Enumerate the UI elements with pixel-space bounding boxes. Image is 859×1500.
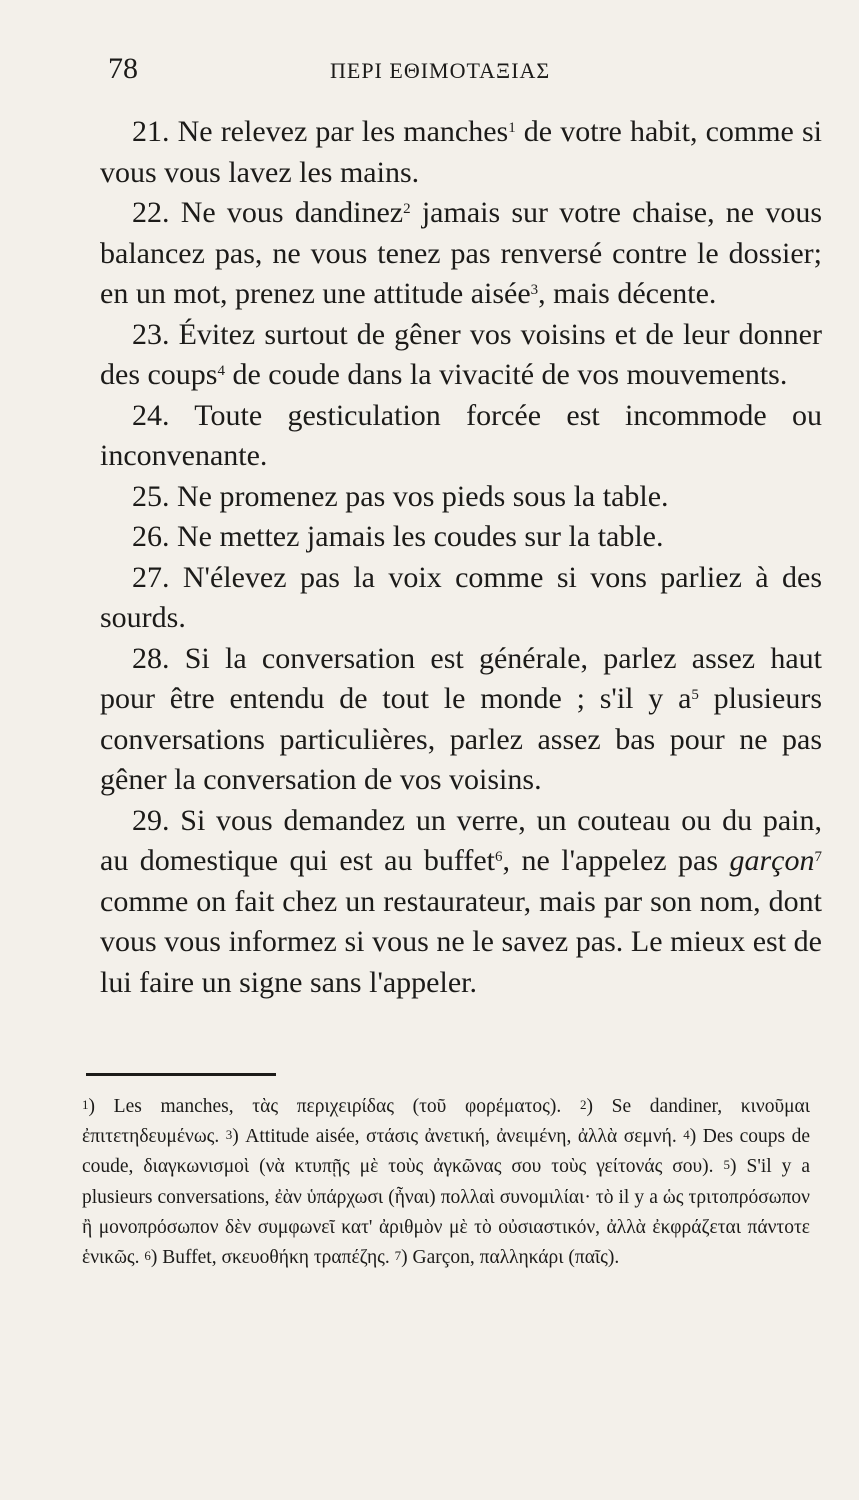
footnote-3: ) Attitude aisée, στάσις ἀνετική, ἀνειμένη, ἀλλὰ σεμνή.	[232, 1126, 677, 1148]
footnote-2: ) Se dandiner, κινοῦμαι ἐπιτετηδευμένως.	[82, 1096, 811, 1148]
running-title: ΠΕΡΙ ΕΘΙΜΟΤΑΞΙΑΣ	[330, 58, 551, 83]
page-header	[0, 50, 859, 100]
main-text	[100, 112, 822, 1003]
footnote-ref: 5	[691, 687, 699, 703]
paragraph-22: 22. Ne vous dandinez$^2$ jamais sur votre chaise, ne vous balancez pas, ne vous tenez pas renversé contre le dossier; en un mot, prenez une attitude aisée$^3$, mais décente.	[100, 196, 823, 310]
footnote-4: ) Des coups de coude, διαγκωνισμοὶ (νὰ κτυπῇς μὲ τοὺς ἀγκῶνας σου τοὺς γείτονάς σου).	[82, 1126, 811, 1178]
italic-word: garçon	[729, 844, 815, 877]
page-number: 78	[108, 52, 138, 85]
footnote-ref: 4	[217, 363, 225, 379]
paragraph-28: 28. Si la conversation est générale, parlez assez haut pour être entendu de tout le monde ; s'il y $a^5$ plusieurs conversations particulières, parlez assez bas pour ne pas gêner la conversation de vos voisins.	[100, 641, 822, 796]
footnote-7: ) Garçon, παλληκάρι (παῖς).	[401, 1247, 620, 1269]
paragraph-25: 25. Ne promenez pas vos pieds sous la table.	[132, 479, 669, 513]
footnote-ref: 1	[508, 120, 516, 136]
footnote-ref: 7	[814, 849, 822, 865]
paragraph-27: 27. N'élevez pas la voix comme si vons parliez à des sourds.	[100, 560, 822, 634]
paragraph-24: 24. Toute gesticulation forcée est incommode ou inconvenante.	[100, 398, 822, 472]
paragraph-23: 23. Évitez surtout de gêner vos voisins et de leur donner des coups$^4$ de coude dans la vivacité de vos mouvements.	[100, 317, 822, 391]
paragraph-29: 29. Si vous demandez un verre, un couteau ou du pain, au domestique qui est au buffet$^6$, ne l'appelez pas garçon$^7$ comme on fait chez un restaurateur, mais par son nom, dont vous vous informez si vous ne le savez pas. Le mieux est de lui faire un signe sans l'appeler.	[100, 803, 822, 999]
footnote-5: ) S'il y a plusieurs conversations, ἐὰν ὑπάρχωσι (ἦναι) πολλαὶ συνομιλίαι· τὸ il y a ὡς τριτοπρόσωπον ἢ μονοπρόσωπον δὲν συμφωνεῖ κατ' ἀριθμὸν μὲ τὸ οὐσιαστικόν, ἀλλὰ ἐκφράζεται πάντοτε ἑνικῶς.	[82, 1156, 810, 1269]
footnote-ref: 6	[495, 849, 503, 865]
footnote-1: ) Les manches, τὰς περιχειρίδας (τοῦ φορέματος).	[88, 1096, 562, 1117]
footnote-6: ) Buffet, σκευοθήκη τραπέζης.	[150, 1247, 390, 1269]
paragraph-26: 26. Ne mettez jamais les coudes sur la table.	[132, 520, 664, 553]
footnote-ref: 3	[530, 282, 539, 298]
footnote-divider	[86, 1073, 276, 1076]
footnote-block: $^1$) Les manches, τὰς περιχειρίδας (τοῦ φορέματος). $^2$) Se dandiner, κινοῦμαι ἐπιτετηδευμένως. $^3$) Attitude aisée, στάσις ἀνετική, ἀνειμένη, ἀλλὰ σεμνή. $^4$) Des coups de coude, διαγκωνισμοὶ (νὰ κτυπῇς μὲ τοὺς ἀγκῶνας σου τοὺς γείτονάς σου). $^5$) S'il y a plusieurs conversations, ἐὰν ὑπάρχωσι (ἦναι) πολλαὶ συνομιλίαι· τὸ il y a ὡς τριτοπρόσωπον ἢ μονοπρόσωπον δὲν συμφωνεῖ κατ' ἀριθμὸν μὲ τὸ οὐσιαστικόν, ἀλλὰ ἐκφράζεται πάντοτε ἑνικῶς. $^6$) Buffet, σκευοθήκη τραπέζης. $^7$) Garçon, παλληκάρι (παῖς).	[82, 1096, 811, 1269]
paragraph-21: 21. Ne relevez par les manches$^1$ de votre habit, comme si vous vous lavez les mains.	[100, 115, 822, 189]
footnotes	[82, 1092, 810, 1273]
footnote-ref: 2	[403, 201, 411, 217]
